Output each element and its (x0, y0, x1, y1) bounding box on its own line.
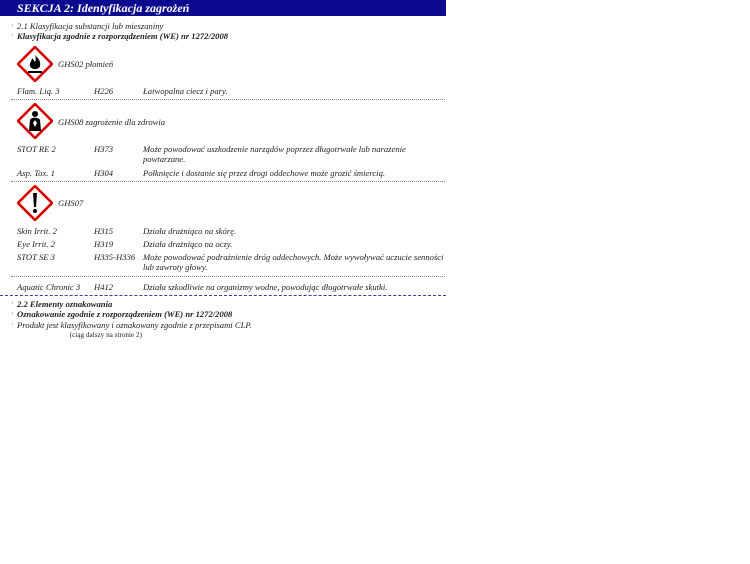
hazard-code: H373 (94, 144, 114, 154)
bullet-dot: · (11, 21, 14, 30)
s21-heading: 2.1 Klasyfikacja substancji lub mieszaniny (17, 21, 164, 31)
hazard-statement: Łatwopalna ciecz i pary. (143, 86, 228, 96)
hazard-code: H315 (94, 226, 114, 236)
hazard-class: STOT SE 3 (17, 252, 55, 262)
s22-text: Produkt jest klasyfikowany i oznakowany zgodnie z przepisami CLP. (17, 320, 252, 330)
flame-icon (17, 46, 53, 82)
hazard-statement: Może powodować uszkodzenie narządów poprzez długotrwałe lub narażenie powtarzane. (143, 144, 406, 164)
hazard-statement: Działa drażniąco na oczy. (143, 239, 233, 249)
section-title: SEKCJA 2: Identyfikacja zagrożeń (0, 0, 446, 16)
dotted-divider (11, 276, 445, 277)
hazard-statement: Działa drażniąco na skórę. (143, 226, 237, 236)
s22-subheading: Oznakowanie zgodnie z rozporządzeniem (WE) nr 1272/2008 (17, 309, 233, 319)
hazard-class: Aquatic Chronic 3 (17, 282, 81, 292)
hazard-class: Skin Irrit. 2 (17, 226, 57, 236)
pictogram-label: GHS08 zagrożenie dla zdrowia (58, 117, 166, 127)
dotted-divider (11, 181, 445, 182)
bullet-dot: · (11, 31, 14, 40)
s22-heading: 2.2 Elementy oznakowania (17, 299, 113, 309)
hazard-code: H304 (94, 168, 114, 178)
continued-note: (ciąg dalszy na stronie 2) (69, 331, 142, 339)
hazard-class: STOT RE 2 (17, 144, 56, 154)
dashed-divider (0, 295, 446, 296)
hazard-class: Flam. Liq. 3 (17, 86, 60, 96)
health-hazard-icon (17, 103, 53, 139)
dotted-divider (11, 99, 445, 100)
hazard-class: Asp. Tox. 1 (17, 168, 55, 178)
hazard-code: H412 (94, 282, 114, 292)
hazard-class: Eye Irrit. 2 (17, 239, 55, 249)
bullet-dot: · (11, 320, 14, 329)
bullet-dot: · (11, 299, 14, 308)
hazard-statement: Połknięcie i dostanie się przez drogi oddechowe może grozić śmiercią. (143, 168, 386, 178)
hazard-code: H319 (94, 239, 114, 249)
exclamation-mark-icon (17, 185, 53, 221)
hazard-code: H226 (94, 86, 114, 96)
hazard-code: H335-H336 (94, 252, 136, 262)
hazard-statement: Działa szkodliwie na organizmy wodne, powodując długotrwałe skutki. (143, 282, 388, 292)
pictogram-label: GHS07 (58, 198, 84, 208)
s21-subheading: Klasyfikacja zgodnie z rozporządzeniem (WE) nr 1272/2008 (17, 31, 229, 41)
pictogram-label: GHS02 płomień (58, 59, 114, 69)
bullet-dot: · (11, 309, 14, 318)
hazard-statement: Może powodować podrażnienie dróg oddechowych. Może wywoływać uczucie senności lub zawroty głowy. (143, 252, 444, 272)
